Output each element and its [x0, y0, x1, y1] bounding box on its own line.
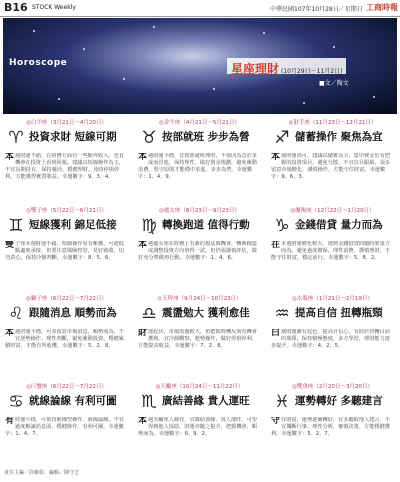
sign-cell: [3, 294, 130, 377]
horoscope-banner: [3, 18, 397, 114]
sign-text: 子座本週財運不錯，短線操作易有斬獲，可趁低點適度承接，但要注意風險控管，見好就收，切勿貪心，保持冷靜判斷。幸運數字：8、5、6。: [5, 241, 124, 261]
sign-headline: 提高自信 扭轉瓶頸: [295, 307, 383, 319]
sign-text: 週財運尚可，建議以儲蓄為主，集中資金於有把握的投資項目，避免分散，不宜盲目跟風，須多留意市場變化，謹慎操作，方能守住財富。幸運數字：9、6、3。: [271, 153, 390, 180]
sign-headline: 按部就班 步步為營: [162, 131, 250, 143]
sign-body: [271, 241, 394, 262]
sign-body: [138, 329, 261, 350]
sign-date-header: ◎金牛座（4月21日～5月21日）: [159, 120, 240, 126]
sign-date-header: ◎射手座（11月23日～12月21日）: [288, 120, 377, 126]
sign-cell: [269, 382, 396, 465]
zodiac-sign-icon: ♌: [8, 303, 24, 324]
zodiac-sign-icon: ♑: [274, 215, 290, 236]
sign-body: [138, 241, 261, 262]
sign-body: [138, 417, 261, 438]
sign-cell: [269, 294, 396, 377]
sign-body: [271, 417, 394, 438]
sign-cell: [3, 382, 130, 465]
sign-body: [138, 153, 261, 181]
section-label: Horoscope: [9, 58, 68, 68]
sign-date-header: ◎天秤座（9月24日～10月23日）: [157, 296, 242, 302]
title-box: [227, 58, 346, 74]
zodiac-sign-icon: ♋: [8, 391, 24, 412]
lead-character: 財: [138, 329, 148, 338]
sign-date-header: ◎白羊座（3月21日～4月20日）: [26, 120, 107, 126]
page-title: 星座理財: [231, 62, 280, 76]
sign-text: 週處女座在財務上有新的想法與機會，轉換跑道或調整投資方向值得一試，但仍須謹慎評估，做好充分準備再行動。幸運數字：1、4、6。: [138, 241, 257, 261]
author-byline: ■文／陶文: [319, 80, 349, 87]
sign-cell: [136, 206, 263, 289]
zodiac-sign-icon: ♈: [8, 127, 24, 148]
sign-text: 本週財運變化較大，遇到金錢借貸問題時要量力而為，避免過度擔保，理性消費，謹慎理財，才能守住財富，穩定前行。幸運數字：5、8、2。: [271, 241, 390, 261]
sign-cell: [136, 294, 263, 377]
sign-cell: [136, 382, 263, 465]
sign-headline: 運勢轉好 多聽建言: [295, 395, 383, 407]
lead-character: 在: [271, 241, 281, 250]
date-range: (10月29日～11月2日): [281, 68, 343, 75]
zodiac-sign-icon: ♊: [8, 215, 24, 236]
sign-date-header: ◎魔羯座（12月22日～1月20日）: [290, 208, 375, 214]
sign-body: [5, 329, 128, 350]
sign-text: 住財富，運勢逐漸轉好，宜多聽取他人建言，不宜獨斷行事，理性分析，審慎決策，方能穩健獲利。幸運數字：5、2、7。: [271, 417, 390, 437]
sign-body: [5, 417, 128, 438]
sign-headline: 儲蓄操作 聚焦為宜: [295, 131, 383, 143]
sign-headline: 震盪勉大 獲利愈佳: [162, 307, 250, 319]
sign-text: 週天蠍座人緣佳，宜廣結善緣，貴人運旺，可望得到他人協助，財運亦隨之提升，把握機會，順勢而為。幸運數字：6、9、2。: [138, 417, 257, 437]
sign-headline: 就線論線 有利可圖: [29, 395, 117, 407]
zodiac-sign-icon: ♎: [141, 303, 157, 324]
sign-text: 運起伏，市場震盪較大，但把握時機反而有機會獲利。宜冷靜觀察，趁勢操作，做好停損停利，方能提高收益。幸運數字：7、2、8。: [138, 329, 257, 349]
lead-character: 本: [138, 153, 148, 162]
sign-body: [271, 153, 394, 181]
lead-character: 守: [271, 417, 281, 426]
zodiac-sign-icon: ♉: [141, 127, 157, 148]
sign-date-header: ◎天蠍座（10月24日～11月22日）: [155, 384, 244, 390]
sign-date-header: ◎雙魚座（2月20日～3月20日）: [292, 384, 373, 390]
publish-date: 中華民國107年10月28日／星期日: [270, 6, 363, 13]
sign-text: 週財運平穩，宜按部就班理財，不要因為急於求成而冒進。保持理性，做好資金規劃，避免衝動消費，堅守原則才能穩中求進，步步為營。幸運數字：1、4、9。: [138, 153, 257, 180]
sign-headline: 跟隨消息 順勢而為: [29, 307, 117, 319]
zodiac-sign-icon: ♒: [274, 303, 290, 324]
sign-cell: [136, 118, 263, 201]
sign-headline: 投資求財 短線可期: [29, 131, 117, 143]
lead-character: 本: [138, 241, 148, 250]
zodiac-sign-icon: ♍: [141, 215, 157, 236]
lead-character: 本: [138, 417, 148, 426]
sign-date-header: ◎巨蟹座（6月22日～7月22日）: [26, 384, 107, 390]
zodiac-sign-icon: ♐: [274, 127, 290, 148]
sign-date-header: ◎獅子座（6月22日～7月22日）: [26, 296, 107, 302]
sign-body: [5, 153, 128, 181]
lead-character: 雙: [5, 241, 15, 250]
sign-date-header: ◎水瓶座（1月21日～2月19日）: [292, 296, 373, 302]
sign-headline: 短線獲利 錦足低接: [29, 219, 117, 231]
sign-text: 財運平穩，可依技術線型操作，就線論線，不宜過度解讀消息面，穩健操作，有利可圖。幸運數字：1、4、7。: [5, 417, 124, 437]
sign-headline: 金錢借貸 量力而為: [295, 219, 383, 231]
sign-body: [271, 329, 394, 350]
footer-credits: 責任主編／許維娟 編輯／陳守芝: [4, 470, 80, 476]
zodiac-sign-icon: ♓: [274, 391, 290, 412]
zodiac-sign-icon: ♏: [141, 391, 157, 412]
newspaper-logo: 工商時報: [366, 3, 398, 12]
page-number: B16: [4, 1, 28, 14]
sign-text: 週財運不錯，在財務方面有一些額外收入，也有機會在投資上看到回報。建議以短線操作為主，不宜長期持有，保持靈活，穩健理財，及時停損停利，方能獲得實質收益。幸運數字：9、3、4。: [5, 153, 124, 180]
sign-headline: 廣結善緣 貴人運旺: [162, 395, 250, 407]
sign-body: [5, 241, 128, 262]
sign-cell: [269, 206, 396, 289]
page-header: [0, 0, 400, 17]
sign-cell: [269, 118, 396, 201]
sign-text: 週財運平穩，可多留意市場消息，順勢而為，不宜逆勢操作。理性判斷，避免衝動投資，穩健累積財富，才能有所收穫。幸運數字：5、2、8。: [5, 329, 124, 349]
lead-character: 本: [5, 153, 15, 162]
sign-text: 週財運漸有起色，提高自信心，有助於扭轉目前的瓶頸，保持積極態度，多方學習，理財能力逐步提升。幸運數字：4、2、5。: [271, 329, 390, 349]
lead-character: 本: [271, 153, 281, 162]
sign-cell: [3, 118, 130, 201]
sign-date-header: ◎處女座（8月23日～9月23日）: [159, 208, 240, 214]
lead-character: 白: [271, 329, 281, 338]
section-name: STOCK Weekly: [32, 4, 76, 11]
sign-cell: [3, 206, 130, 289]
sign-headline: 轉換跑道 值得行動: [162, 219, 250, 231]
lead-character: 有: [5, 417, 15, 426]
sign-date-header: ◎雙子座（5月22日～6月21日）: [26, 208, 107, 214]
lead-character: 本: [5, 329, 15, 338]
